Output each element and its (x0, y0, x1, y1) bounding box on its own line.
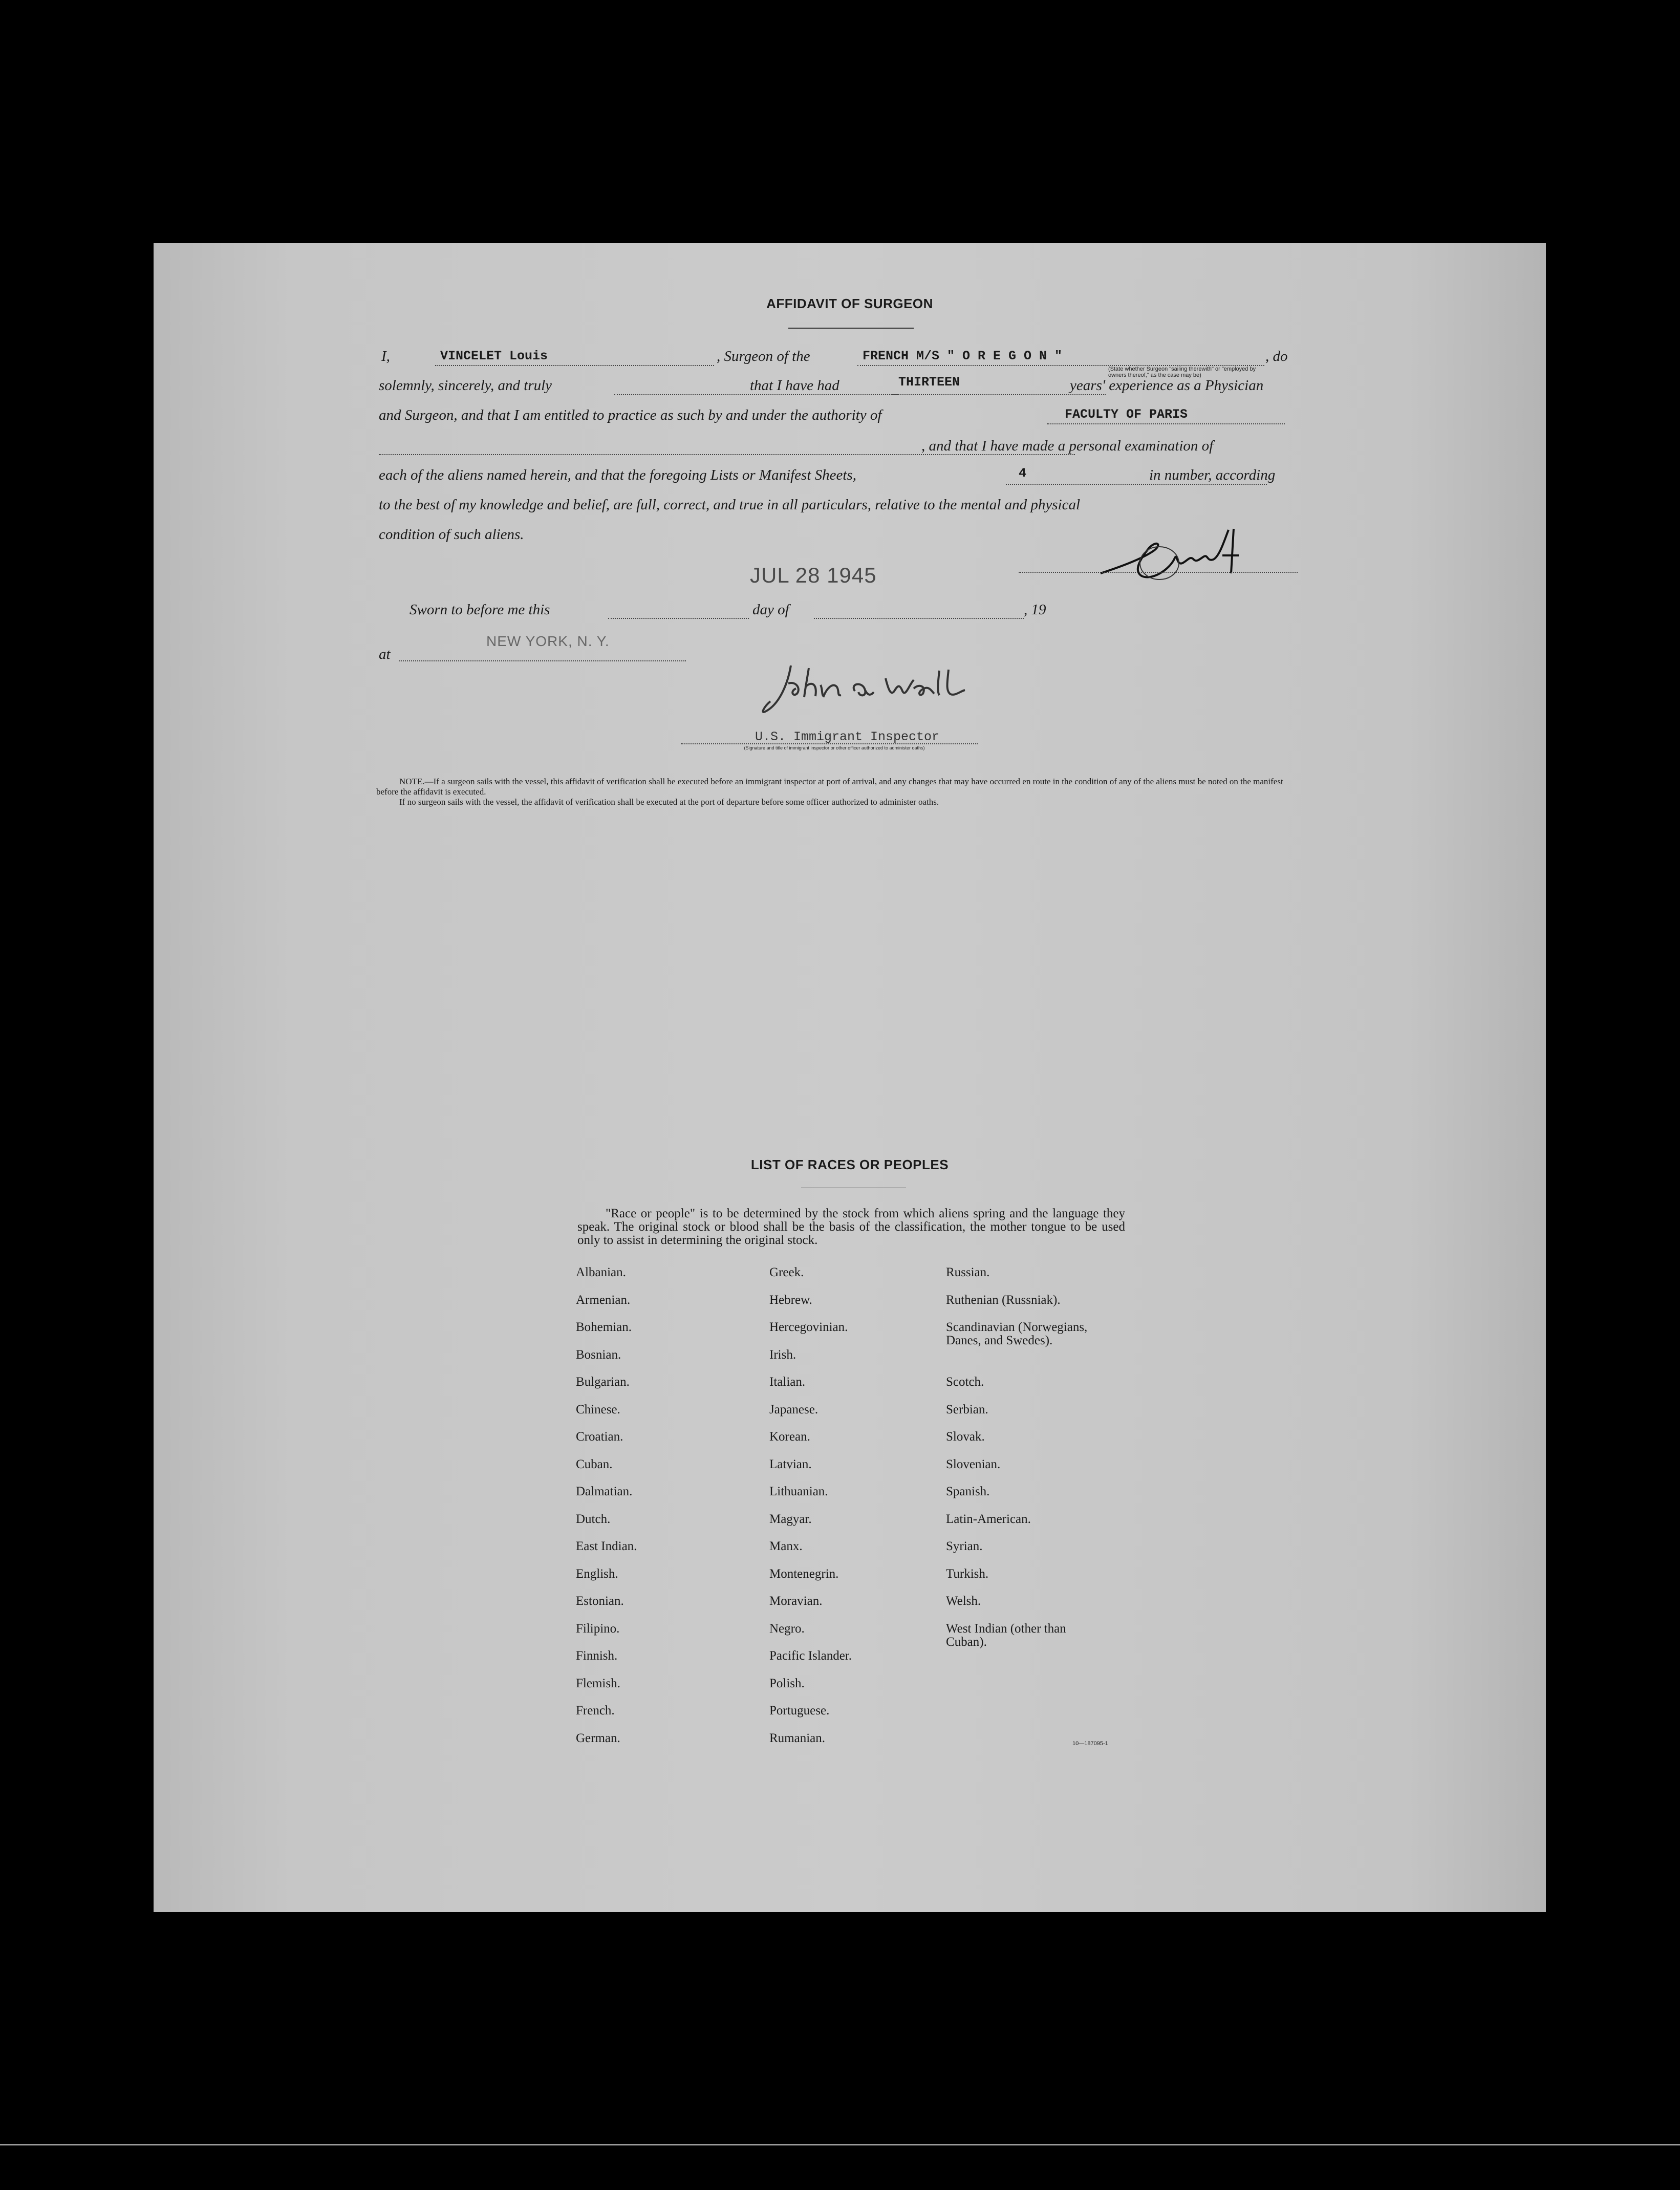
race-item: West Indian (other than Cuban). (946, 1622, 1066, 1649)
race-item: Italian. (769, 1375, 806, 1389)
affidavit-title: AFFIDAVIT OF SURGEON (766, 296, 933, 311)
surgeon-signature-line (1019, 572, 1298, 573)
sworn-label: Sworn to before me this (410, 602, 550, 618)
race-item: Spanish. (946, 1485, 990, 1498)
race-item: Lithuanian. (769, 1485, 828, 1498)
place-line (399, 660, 686, 661)
race-item: Croatian. (576, 1430, 623, 1444)
note-no-surgeon: If no surgeon sails with the vessel, the affidavit of verification shall be executed at the port of departure before some officer authorized to administer oaths. (399, 797, 939, 807)
condition-label: condition of such aliens. (379, 526, 524, 543)
inspector-title: U.S. Immigrant Inspector (755, 729, 940, 744)
sheets-line (1006, 484, 1267, 485)
race-item: Rumanian. (769, 1731, 826, 1745)
years-experience: THIRTEEN (898, 375, 960, 390)
race-item: Moravian. (769, 1594, 823, 1608)
solemnly-label: solemnly, sincerely, and truly (379, 377, 552, 394)
place-stamp: NEW YORK, N. Y. (486, 633, 610, 649)
race-item: Flemish. (576, 1677, 620, 1690)
date-stamp: JUL 28 1945 (750, 563, 877, 587)
race-item: Magyar. (769, 1512, 812, 1526)
race-item: Ruthenian (Russniak). (946, 1293, 1061, 1307)
race-item: Japanese. (769, 1403, 819, 1416)
race-item: Estonian. (576, 1594, 624, 1608)
surgeon-name: VINCELET Louis (440, 349, 548, 363)
race-item: Slovak. (946, 1430, 985, 1444)
race-item: Bulgarian. (576, 1375, 630, 1389)
knowledge-label: to the best of my knowledge and belief, are full, correct, and true in all particulars, relative to the mental and physical (379, 497, 1081, 513)
race-item: Finnish. (576, 1649, 618, 1663)
day-of-label: day of (752, 602, 789, 618)
race-item: Hebrew. (769, 1293, 812, 1307)
race-item: Korean. (769, 1430, 810, 1444)
race-item: French. (576, 1704, 615, 1717)
race-item: Montenegrin. (769, 1567, 839, 1581)
race-item: Armenian. (576, 1293, 631, 1307)
race-item: Bosnian. (576, 1348, 621, 1362)
surgeon-of-label: , Surgeon of the (717, 348, 810, 364)
had-label: that I have had (750, 377, 839, 394)
race-item: Bohemian. (576, 1320, 632, 1334)
year-label: , 19 (1024, 602, 1046, 618)
examination-label: , and that I have made a personal examination of (921, 438, 1214, 454)
note-surgeon-sails: NOTE.—If a surgeon sails with the vessel, this affidavit of verification shall be executed before an immigrant inspector at port of arrival, and any changes that may have occurred en route in the condition of any of the aliens must be noted on the manifest before the affidavit is executed. (376, 777, 1283, 797)
race-item: Pacific Islander. (769, 1649, 852, 1663)
race-item: Chinese. (576, 1403, 620, 1416)
authority-label: and Surgeon, and that I am entitled to practice as such by and under the authority of (379, 407, 882, 423)
race-item: Serbian. (946, 1403, 988, 1416)
vessel-note: (State whether Surgeon "sailing therewith" or "employed by owners thereof," as the case may be) (1108, 366, 1256, 378)
race-item: Slovenian. (946, 1457, 1001, 1471)
race-item: Polish. (769, 1677, 805, 1690)
races-title: LIST OF RACES OR PEOPLES (750, 1157, 949, 1172)
sworn-month-line (814, 618, 1024, 619)
race-item: Dalmatian. (576, 1485, 633, 1498)
inspector-signature (760, 660, 1001, 722)
at-label: at (379, 646, 391, 662)
number-label: in number, according (1149, 467, 1276, 483)
inspector-note: (Signature and title of immigrant inspector or other officer authorized to administer oaths) (744, 745, 925, 750)
authority-line (1047, 423, 1285, 424)
race-item: Greek. (769, 1265, 804, 1279)
sworn-day-line (608, 618, 749, 619)
race-item: Irish. (769, 1348, 796, 1362)
surgeon-signature (1085, 520, 1269, 586)
do-label: , do (1265, 348, 1288, 364)
races-intro: "Race or people" is to be determined by the stock from which aliens spring and the language they speak. The original stock or blood shall be the basis of the classification, the mother tongue to be used only to assist in determining the original stock. (577, 1207, 1125, 1247)
race-item: Dutch. (576, 1512, 611, 1526)
swear-line (614, 394, 898, 395)
race-item: German. (576, 1731, 620, 1745)
race-item: East Indian. (576, 1539, 637, 1553)
race-item: Latin-American. (946, 1512, 1031, 1526)
vessel-name: FRENCH M/S " O R E G O N " (863, 349, 1063, 363)
race-item: Albanian. (576, 1265, 626, 1279)
aliens-label: each of the aliens named herein, and that the foregoing Lists or Manifest Sheets, (379, 467, 856, 483)
race-item: Syrian. (946, 1539, 983, 1553)
surgeon-name-line (435, 365, 714, 366)
race-item: Negro. (769, 1622, 805, 1636)
inspector-signature-line (681, 743, 978, 744)
race-item: Russian. (946, 1265, 990, 1279)
race-item: Portuguese. (769, 1704, 830, 1717)
race-item: English. (576, 1567, 618, 1581)
i-label: I, (381, 348, 390, 364)
race-item: Turkish. (946, 1567, 989, 1581)
race-item: Latvian. (769, 1457, 812, 1471)
race-item: Scandinavian (Norwegians, Danes, and Swedes). (946, 1320, 1088, 1347)
race-item: Hercegovinian. (769, 1320, 848, 1334)
race-item: Scotch. (946, 1375, 984, 1389)
years-label: years' experience as a Physician (1070, 377, 1264, 394)
affidavit-form-sheet (154, 243, 1546, 1912)
title-underline (788, 328, 914, 329)
race-item: Filipino. (576, 1622, 620, 1636)
race-item: Cuban. (576, 1457, 613, 1471)
scan-edge-line (0, 2144, 1680, 2145)
race-item: Welsh. (946, 1594, 981, 1608)
years-line (891, 394, 1106, 395)
sheets-count: 4 (1019, 466, 1027, 481)
race-item: Manx. (769, 1539, 803, 1553)
authority-value: FACULTY OF PARIS (1065, 407, 1188, 422)
form-code: 10—187095-1 (1072, 1741, 1108, 1747)
